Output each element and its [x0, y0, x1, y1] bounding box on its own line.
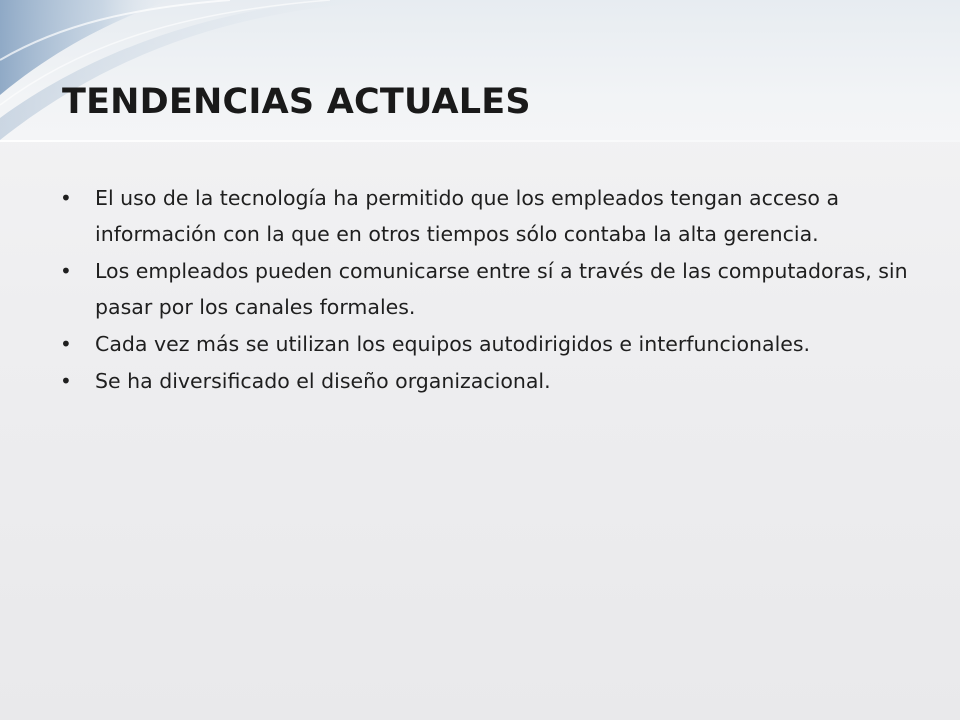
slide-title: TENDENCIAS ACTUALES	[62, 82, 531, 122]
bullet-text: Cada vez más se utilizan los equipos autodirigidos e interfuncionales.	[95, 332, 811, 356]
bullet-item	[60, 363, 910, 399]
bullet-item	[60, 326, 910, 362]
bullet-text: Se ha diversificado el diseño organizacional.	[95, 369, 551, 393]
bullet-dot-icon: •	[60, 332, 72, 356]
decorative-corner-swoosh	[0, 0, 420, 150]
bullet-item	[60, 253, 910, 325]
bullet-list	[60, 180, 910, 400]
bullet-text: Los empleados pueden comunicarse entre sí a través de las computadoras, sin pasar por los canales formales.	[95, 259, 908, 319]
bullet-item	[60, 180, 910, 252]
bullet-text: El uso de la tecnología ha permitido que los empleados tengan acceso a información con la que en otros tiempos sólo contaba la alta gerencia.	[95, 186, 840, 246]
bullet-dot-icon: •	[60, 369, 72, 393]
bullet-dot-icon: •	[60, 186, 72, 210]
bullet-dot-icon: •	[60, 259, 72, 283]
